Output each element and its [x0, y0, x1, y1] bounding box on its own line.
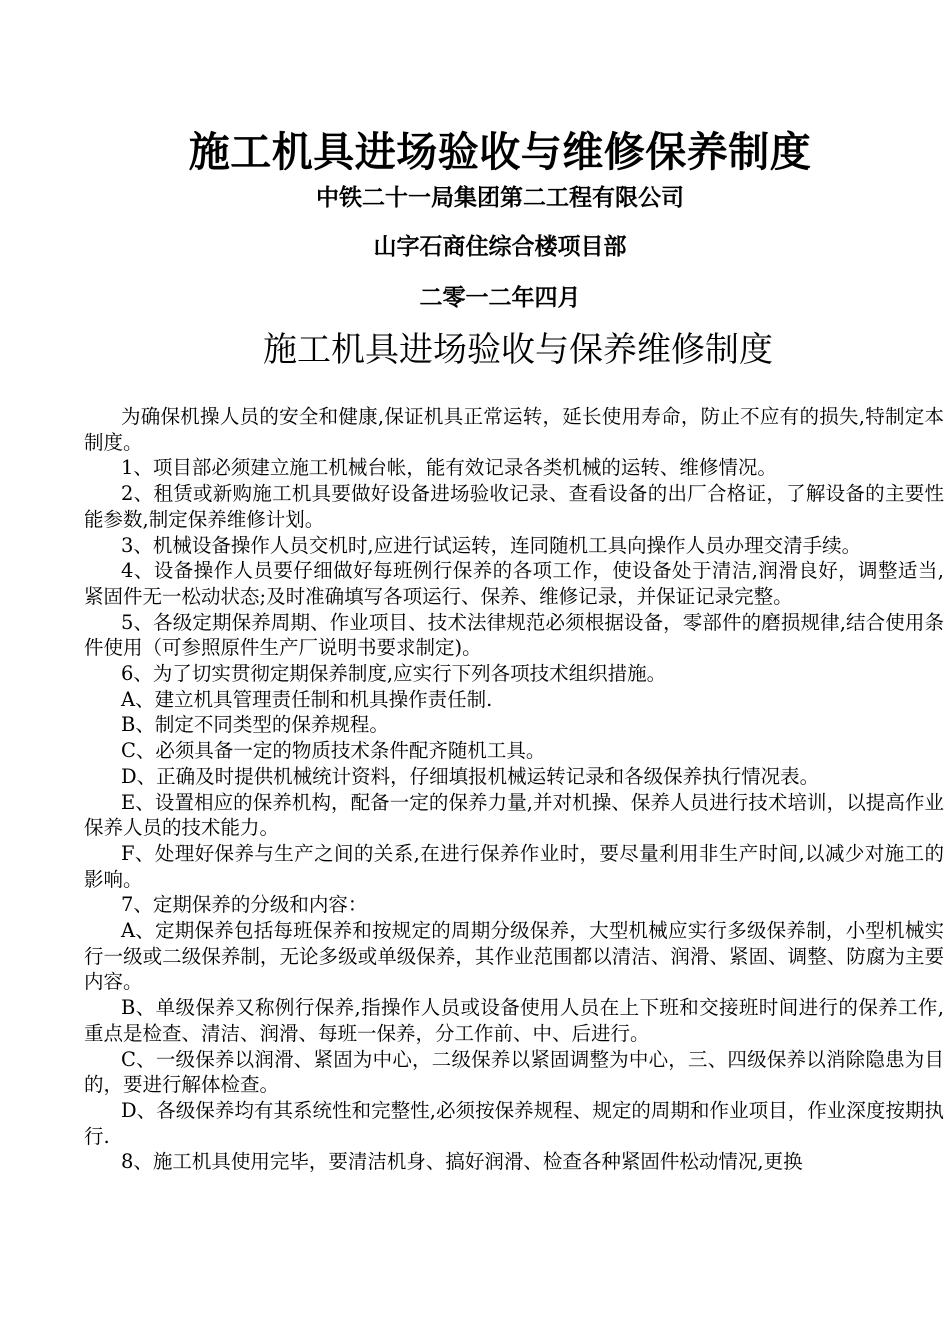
- paragraph-item-6b: B、制定不同类型的保养规程。: [121, 713, 389, 737]
- paragraph-item-6e: E、设置相应的保养机构，配备一定的保养力量,并对机操、保养人员进行技术培训，以提高作业保养人员的技术能力。: [84, 790, 944, 840]
- paragraph-item-5: 5、各级定期保养周期、作业项目、技术法律规范必须根据设备，零部件的磨损规律,结合使用条件使用（可参照原件生产厂说明书要求制定)。: [84, 610, 944, 660]
- paragraph-item-7a: A、定期保养包括每班保养和按规定的周期分级保养，大型机械应实行多级保养制，小型机械实行一级或二级保养制，无论多级或单级保养，其作业范围都以清洁、润滑、紧固、调整、防腐为主要内容。: [84, 919, 944, 994]
- paragraph-item-4: 4、设备操作人员要仔细做好每班例行保养的各项工作，使设备处于清洁,润滑良好，调整适当,紧固件无一松动状态;及时准确填写各项运行、保养、维修记录，并保证记录完整。: [84, 559, 944, 608]
- document-title: 施工机具进场验收与维修保养制度: [188, 128, 812, 176]
- document-body: [84, 404, 944, 1175]
- paragraph-item-8: 8、施工机具使用完毕，要清洁机身、搞好润滑、检查各种紧固件松动情况,更换: [121, 1150, 803, 1174]
- paragraph-item-7d: D、各级保养均有其系统性和完整性,必须按保养规程、规定的周期和作业项目，作业深度按期执行.: [84, 1098, 944, 1148]
- paragraph-item-6a: A、建立机具管理责任制和机具操作责任制.: [121, 687, 493, 711]
- paragraph-item-6d: D、正确及时提供机械统计资料，仔细填报机械运转记录和各级保养执行情况表。: [121, 764, 820, 788]
- paragraph-item-7: 7、定期保养的分级和内容：: [121, 893, 368, 917]
- document-date: 二零一二年四月: [419, 284, 581, 311]
- company-name: 中铁二十一局集团第二工程有限公司: [316, 184, 684, 211]
- paragraph-item-6f: F、处理好保养与生产之间的关系,在进行保养作业时，要尽量利用非生产时间,以减少对施工的影响。: [84, 841, 944, 891]
- paragraph-item-6: 6、为了切实贯彻定期保养制度,应实行下列各项技术组织措施。: [121, 662, 667, 686]
- section-title: 施工机具进场验收与保养维修制度: [263, 330, 773, 370]
- paragraph-item-7c: C、一级保养以润滑、紧固为中心，二级保养以紧固调整为中心，三、四级保养以消除隐患为目的，要进行解体检查。: [84, 1047, 944, 1097]
- paragraph-item-3: 3、机械设备操作人员交机时,应进行试运转，连同随机工具向操作人员办理交清手续。: [121, 533, 862, 557]
- project-department: 山字石商住综合楼项目部: [373, 233, 627, 260]
- paragraph-item-7b: B、单级保养又称例行保养,指操作人员或设备使用人员在上下班和交接班时间进行的保养工作,重点是检查、清洁、润滑、每班一保养，分工作前、中、后进行。: [84, 996, 944, 1045]
- paragraph-item-1: 1、项目部必须建立施工机械台帐，能有效记录各类机械的运转、维修情况。: [121, 456, 777, 480]
- intro-paragraph: 为确保机操人员的安全和健康,保证机具正常运转，延长使用寿命，防止不应有的损失,特制定本制度。: [84, 405, 944, 454]
- paragraph-item-6c: C、必须具备一定的物质技术条件配齐随机工具。: [121, 739, 546, 763]
- paragraph-item-2: 2、租赁或新购施工机具要做好设备进场验收记录、查看设备的出厂合格证，了解设备的主要性能参数,制定保养维修计划。: [84, 482, 944, 531]
